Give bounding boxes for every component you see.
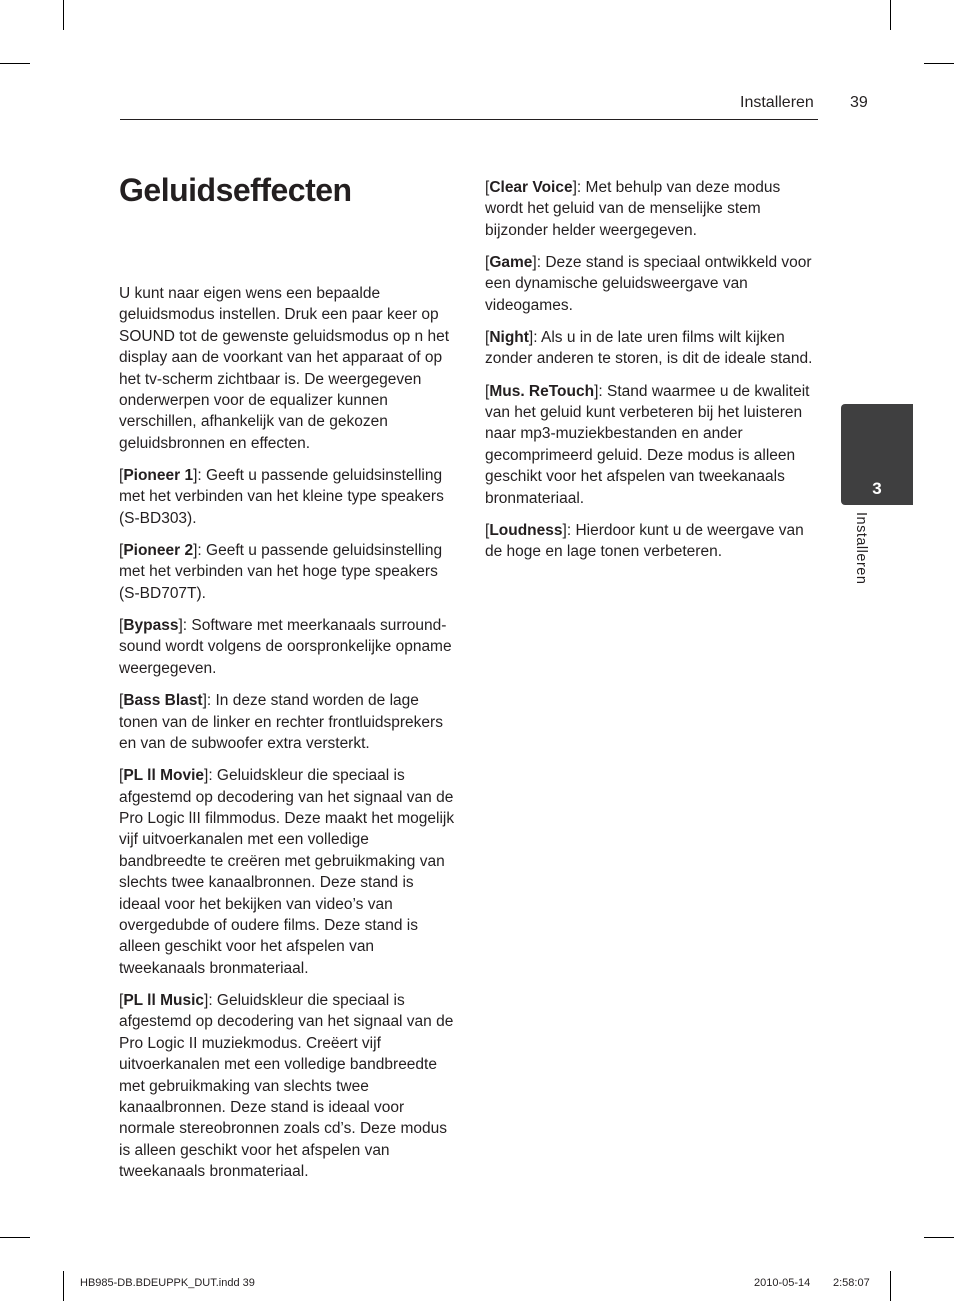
left-column <box>119 283 455 1193</box>
chapter-number: 3 <box>872 479 882 498</box>
footer-date: 2010-05-14 <box>754 1277 811 1289</box>
sound-mode-description: : Deze stand is speciaal ontwikkeld voor een dynamische geluidsweergave van videogames. <box>485 254 812 314</box>
sound-mode-name: Game <box>489 254 533 272</box>
sound-mode-description: : Geeft u passende geluidsinstelling met het verbinden van het hoge type speakers (S-BD707T). <box>119 542 443 602</box>
sound-mode-name: Clear Voice <box>489 179 573 196</box>
sound-mode-item: [Pioneer 1]: Geeft u passende geluidsinstelling met het verbinden van het kleine type speakers (S-BD303). <box>119 467 444 527</box>
sound-mode-name: Night <box>489 329 529 347</box>
sound-mode-description: : Software met meerkanaals surround-sound wordt volgens de oorspronkelijke opname weergegeven. <box>119 617 452 677</box>
sound-mode-name: Loudness <box>489 521 563 539</box>
sound-mode-description: : Geluidskleur die speciaal is afgestemd op decodering van het signaal van de Pro Logic lII filmmodus. Deze maakt het mogelijk vijf uitvoerkanalen met een volledige bandbreedte te creëren met gebruikmaking van slechts twee kanaalbronnen. Deze stand is ideaal voor het bekijken van video’s van overgedubde of oudere films. Deze stand is alleen geschikt voor het afspelen van tweekanaals bronmateriaal. <box>119 767 455 977</box>
footer-time: 2:58:07 <box>833 1277 870 1289</box>
sound-mode-description: : Met behulp van deze modus wordt het geluid van de menselijke stem bijzonder helder weergegeven. <box>485 179 781 239</box>
footer-file-name: HB985-DB.BDEUPPK_DUT.indd 39 <box>80 1277 255 1289</box>
sound-mode-item: [Loudness]: Hierdoor kunt u de weergave van de hoge en lage tonen verbeteren. <box>485 521 804 561</box>
sound-mode-name: PL ll Movie <box>123 767 204 785</box>
sound-mode-name: Pioneer 1 <box>123 467 194 485</box>
sound-mode-name: Mus. ReTouch <box>489 382 595 400</box>
sound-mode-item: [Clear Voice]: Met behulp van deze modus wordt het geluid van de menselijke stem bijzonder helder weergegeven. <box>485 179 781 239</box>
sound-mode-name: Bypass <box>123 617 179 635</box>
sound-mode-description: : Geeft u passende geluidsinstelling met het verbinden van het kleine type speakers (S-BD303). <box>119 467 444 527</box>
intro-paragraph: U kunt naar eigen wens een bepaalde geluidsmodus instellen. Druk een paar keer op SOUND tot de gewenste geluidsmodus op n het display aan de voorkant van het apparaat of op het tv-scherm zichtbaar is. De weergegeven onderwerpen voor de equalizer kunnen verschillen, afhankelijk van de gekozen geluidsbronnen en effecten. <box>119 285 449 452</box>
header-rule <box>120 119 818 120</box>
sound-mode-name: PL ll Music <box>123 991 204 1009</box>
sound-mode-item: [PL ll Movie]: Geluidskleur die speciaal is afgestemd op decodering van het signaal van de Pro Logic lII filmmodus. Deze maakt het mogelijk vijf uitvoerkanalen met een volledige bandbreedte te creëren met gebruikmaking van slechts twee kanaalbronnen. Deze stand is ideaal voor het bekijken van video’s van overgedubde of oudere films. Deze stand is alleen geschikt voor het afspelen van tweekanaals bronmateriaal. <box>119 767 455 977</box>
sound-mode-name: Pioneer 2 <box>123 542 194 560</box>
sound-mode-item: [Night]: Als u in de late uren films wilt kijken zonder anderen te storen, is dit de ideale stand. <box>485 329 813 368</box>
sound-mode-description: : Geluidskleur die speciaal is afgestemd op decodering van het signaal van de Pro Logic II muziekmodus. Creëert vijf uitvoerkanalen met een volledige bandbreedte met gebruikmaking van slechts twee kanaalbronnen. Deze stand is ideaal voor normale stereobronnen zoals cd’s. Deze modus is alleen geschikt voor het afspelen van tweekanaals bronmateriaal. <box>119 991 454 1181</box>
sound-mode-item: [Bypass]: Software met meerkanaals surround-sound wordt volgens de oorspronkelijke opname weergegeven. <box>119 617 452 677</box>
sound-mode-item: [Mus. ReTouch]: Stand waarmee u de kwaliteit van het geluid kunt verbeteren bij het luisteren naar mp3-muziekbestanden en ander gecomprimeerd geluid. Deze modus is alleen geschikt voor het afspelen van tweekanaals bronmateriaal. <box>485 382 810 507</box>
crop-mark <box>0 63 30 64</box>
sound-mode-description: : Hierdoor kunt u de weergave van de hoge en lage tonen verbeteren. <box>485 521 804 561</box>
sound-mode-description: : Stand waarmee u de kwaliteit van het geluid kunt verbeteren bij het luisteren naar mp3-muziekbestanden en ander gecomprimeerd geluid. Deze modus is alleen geschikt voor het afspelen van tweekanaals bronmateriaal. <box>485 382 810 507</box>
sound-mode-item: [Bass Blast]: In deze stand worden de lage tonen van de linker en rechter frontluidsprekers en van de subwoofer extra versterkt. <box>119 692 443 752</box>
sound-mode-item: [Game]: Deze stand is speciaal ontwikkeld voor een dynamische geluidsweergave van videogames. <box>485 254 812 314</box>
crop-mark <box>0 1237 30 1238</box>
sound-mode-description: : Als u in de late uren films wilt kijken zonder anderen te storen, is dit de ideale stand. <box>485 329 813 368</box>
page-number: 39 <box>850 94 868 111</box>
running-header-section: Installeren <box>740 94 814 111</box>
crop-mark <box>63 1271 64 1301</box>
chapter-label: Installeren <box>853 512 869 585</box>
chapter-tab <box>841 404 913 505</box>
sound-mode-item: [PL ll Music]: Geluidskleur die speciaal is afgestemd op decodering van het signaal van de Pro Logic II muziekmodus. Creëert vijf uitvoerkanalen met een volledige bandbreedte met gebruikmaking van slechts twee kanaalbronnen. Deze stand is ideaal voor normale stereobronnen zoals cd’s. Deze modus is alleen geschikt voor het afspelen van tweekanaals bronmateriaal. <box>119 991 454 1181</box>
sound-mode-item: [Pioneer 2]: Geeft u passende geluidsinstelling met het verbinden van het hoge type speakers (S-BD707T). <box>119 542 443 602</box>
crop-mark <box>924 63 954 64</box>
crop-mark <box>924 1237 954 1238</box>
crop-mark <box>890 0 891 30</box>
crop-mark <box>890 1271 891 1301</box>
sound-mode-name: Bass Blast <box>123 692 203 710</box>
sound-mode-description: : In deze stand worden de lage tonen van de linker en rechter frontluidsprekers en van de subwoofer extra versterkt. <box>119 692 443 752</box>
page-title: Geluidseffecten <box>119 172 352 208</box>
crop-mark <box>63 0 64 30</box>
right-column <box>485 177 821 573</box>
